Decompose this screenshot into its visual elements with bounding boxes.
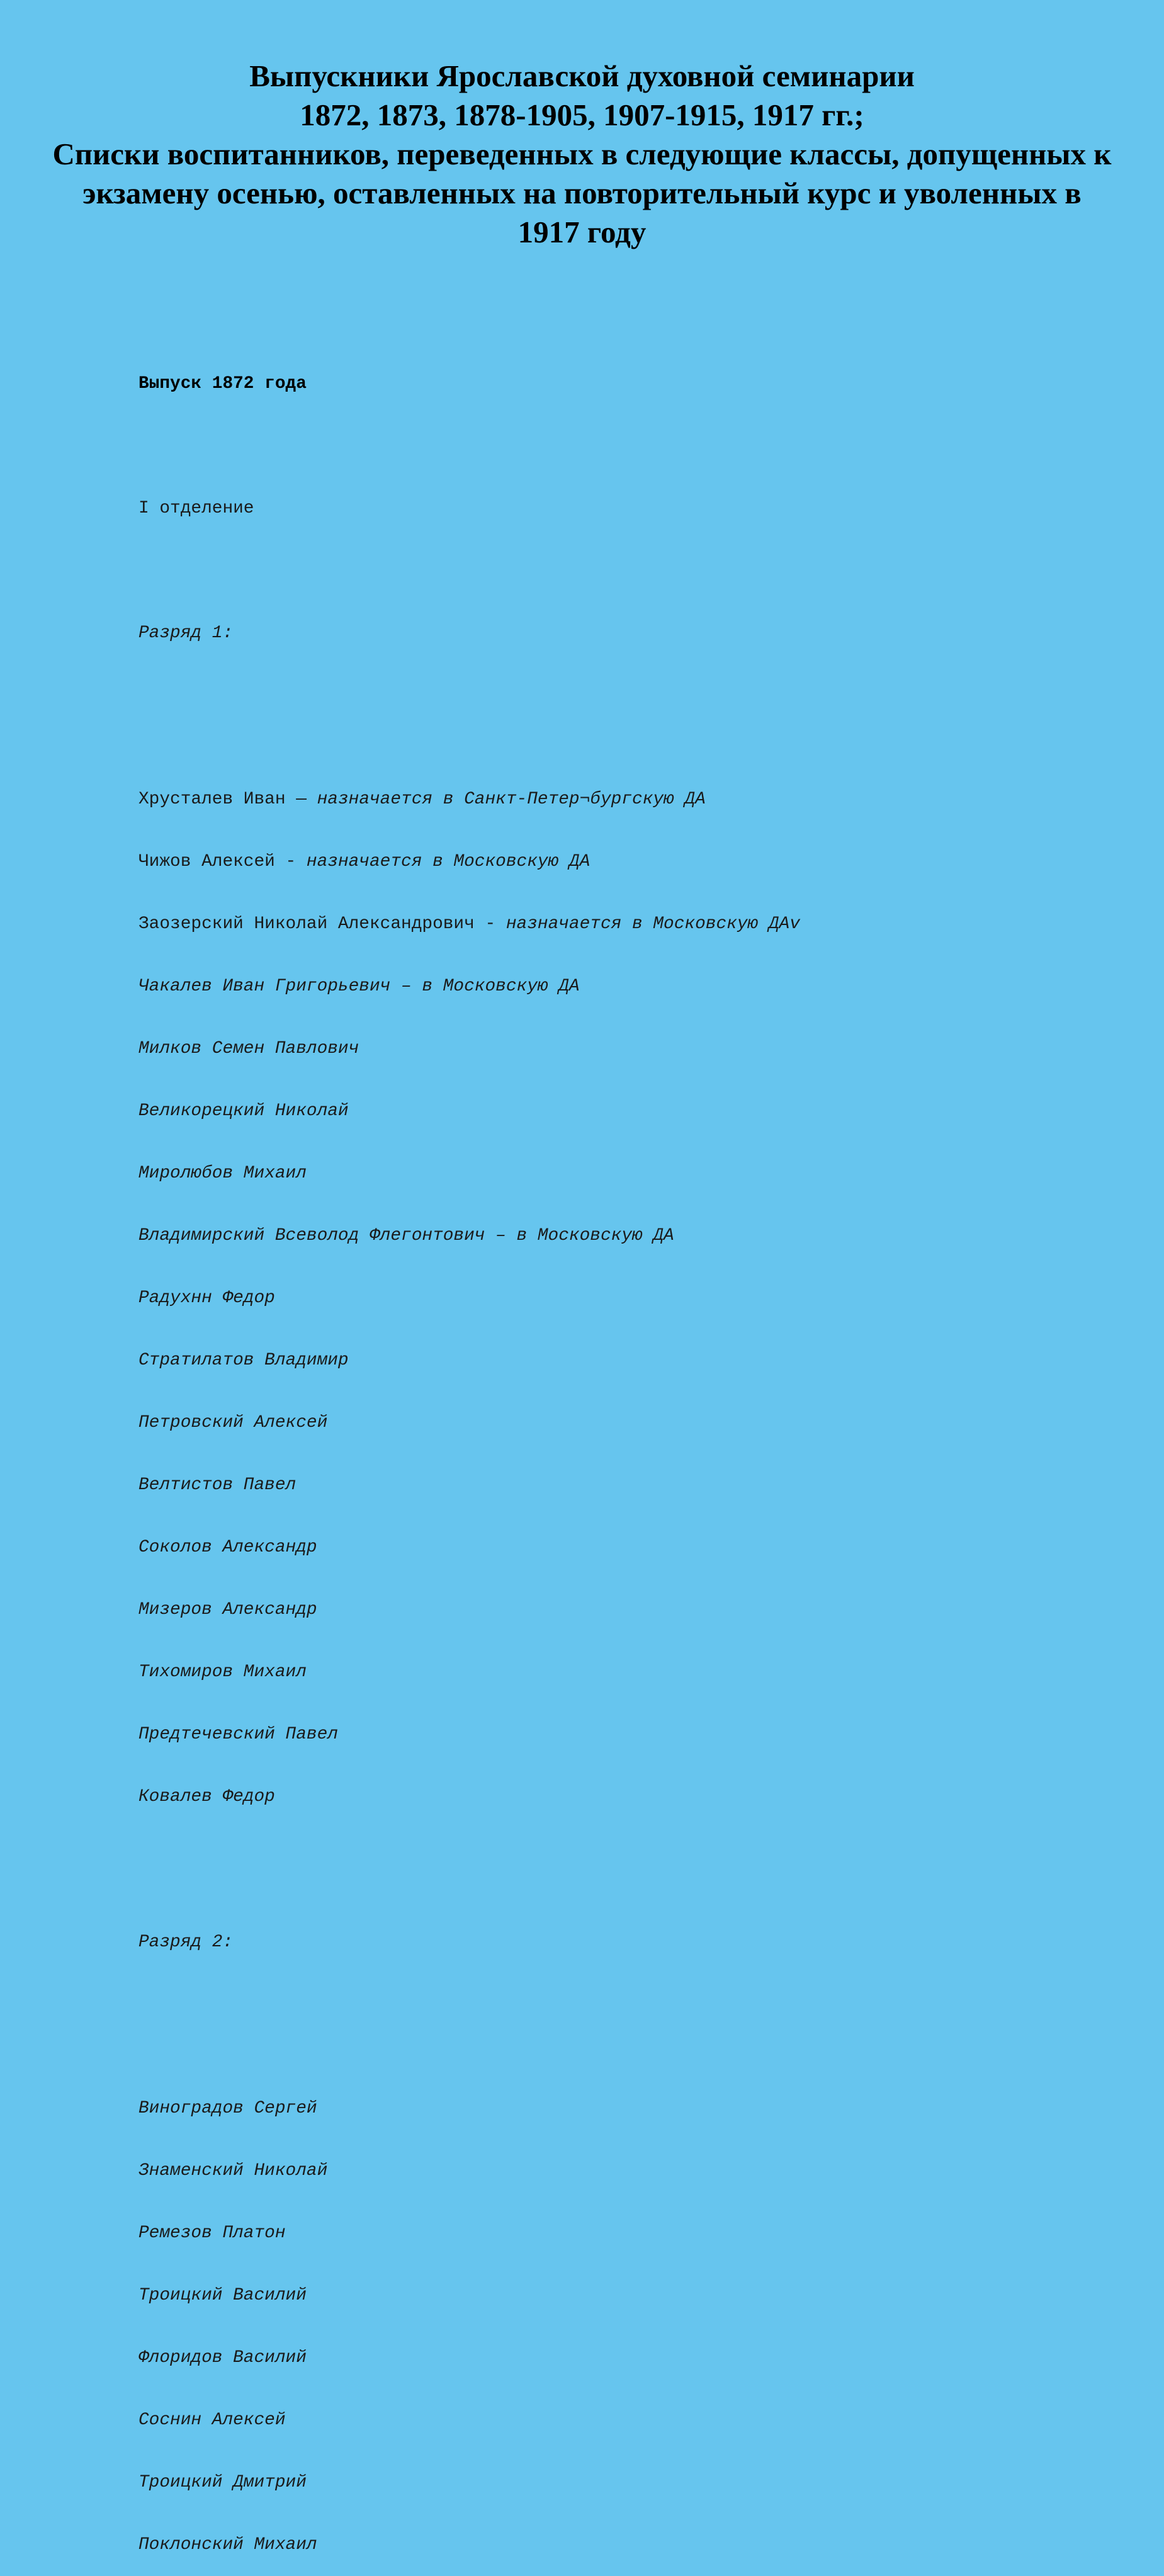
list-item: Флоридов Василий [138,2348,307,2368]
list-item [138,1038,800,1059]
graduate-name: Тихомиров Михаил [138,1662,307,1682]
list-item [138,1724,800,1745]
list-item [138,1599,800,1620]
department-label: I отделение [138,499,254,518]
separator: – [485,1226,517,1245]
assignment-note: назначается в Санкт-Петер¬бургскую ДА [317,790,706,809]
list-item: Троицкий Василий [138,2286,307,2305]
list-item: Троицкий Дмитрий [138,2473,307,2492]
list-item [138,1786,800,1807]
separator: — [285,790,317,809]
section-title: Выпуск 1872 года [138,374,307,394]
list-item [138,1288,800,1308]
graduate-name: Чакалев Иван Григорьевич [138,977,391,996]
list-item: Виноградов Сергей [138,2099,317,2118]
list-item [138,1537,800,1558]
separator: – [390,977,422,996]
separator: - [474,914,506,934]
graduate-name: Заозерский Николай Александрович [138,914,475,934]
list-item [138,1662,800,1682]
graduate-name: Мизеров Александр [138,1600,317,1620]
list-item: Ремезов Платон [138,2223,286,2243]
title-line-1: Выпускники Ярославской духовной семинарии [249,59,915,93]
list-item [138,1350,800,1371]
rank-2-label: Разряд 2: [138,1932,234,1952]
graduate-name: Велтистов Павел [138,1475,297,1495]
list-item [138,1475,800,1495]
list-item [138,1101,800,1121]
assignment-note: в Московскую ДА [422,977,580,996]
list-item [138,851,800,872]
list-item: Поклонский Михаил [138,2535,317,2555]
title-line-5: 1917 году [517,215,647,249]
graduate-name: Чижов Алексей [138,852,275,871]
graduate-name: Стратилатов Владимир [138,1351,349,1370]
title-line-4: экзамену осенью, оставленных на повторительный курс и уволенных в [82,176,1082,210]
list-item [138,1412,800,1433]
list-item: Знаменский Николай [138,2161,328,2181]
separator: - [274,852,307,871]
graduate-name: Хрусталев Иван [138,790,286,809]
graduate-name: Предтечевский Павел [138,1725,338,1744]
graduate-name: Ковалев Федор [138,1787,275,1807]
graduate-name: Великорецкий Николай [138,1101,349,1121]
graduate-name: Владимирский Всеволод Флегонтович [138,1226,485,1245]
page-title [0,57,1164,252]
assignment-note: в Московскую ДА [516,1226,674,1245]
graduate-name: Петровский Алексей [138,1413,328,1433]
graduate-name: Соколов Александр [138,1538,317,1557]
list-item [138,914,800,934]
list-item [138,1225,800,1246]
assignment-note: назначается в Московскую ДАv [506,914,800,934]
graduate-name: Радухнн Федор [138,1288,275,1308]
graduate-name: Миролюбов Михаил [138,1164,307,1183]
rank-1-label: Разряд 1: [138,623,234,643]
title-line-3: Списки воспитанников, переведенных в следующие классы, допущенных к [52,137,1112,171]
list-item: Соснин Алексей [138,2410,286,2430]
list-item [138,976,800,997]
list-item [138,1163,800,1184]
graduates-list [138,332,800,2576]
assignment-note: назначается в Московскую ДА [306,852,590,871]
title-line-2: 1872, 1873, 1878-1905, 1907-1915, 1917 гг.; [300,98,864,132]
list-item [138,789,800,810]
graduate-name: Милков Семен Павлович [138,1039,359,1058]
